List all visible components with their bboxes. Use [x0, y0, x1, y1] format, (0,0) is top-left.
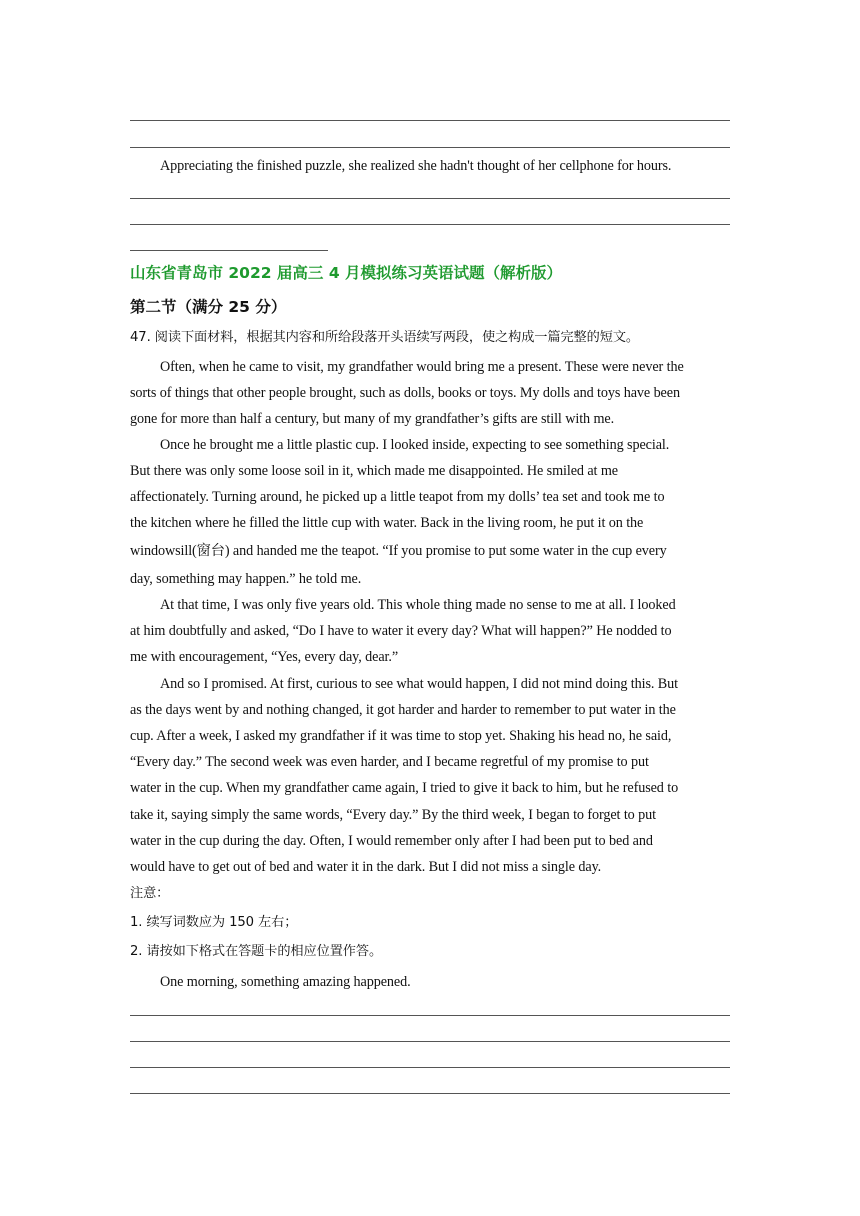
separator-line — [130, 250, 328, 251]
passage-line: affectionately. Turning around, he picked up a little teapot from my dolls’ tea set and took me to — [130, 489, 665, 505]
answer-line — [130, 120, 730, 121]
note-item: 2. 请按如下格式在答题卡的相应位置作答。 — [130, 944, 383, 959]
answer-line — [130, 1067, 730, 1068]
answer-line — [130, 224, 730, 225]
answer-line — [130, 198, 730, 199]
passage-line: day, something may happen.” he told me. — [130, 571, 362, 587]
prompt-line-top: Appreciating the finished puzzle, she realized she hadn't thought of her cellphone for hours. — [160, 158, 672, 174]
passage-line: At that time, I was only five years old. This whole thing made no sense to me at all. I looked — [160, 597, 676, 613]
passage-line: as the days went by and nothing changed, it got harder and harder to remember to put water in the — [130, 702, 676, 718]
question-instruction: 47. 阅读下面材料，根据其内容和所给段落开头语续写两段，使之构成一篇完整的短文。 — [130, 330, 639, 345]
passage-line: And so I promised. At first, curious to see what would happen, I did not mind doing this. But — [160, 676, 678, 692]
passage-line: But there was only some loose soil in it, which made me disappointed. He smiled at me — [130, 463, 618, 479]
prompt-line-bottom: One morning, something amazing happened. — [160, 974, 411, 990]
passage-line: Often, when he came to visit, my grandfather would bring me a present. These were never the — [160, 359, 684, 375]
passage-line: “Every day.” The second week was even harder, and I became regretful of my promise to put — [130, 754, 649, 770]
notes-label: 注意： — [130, 886, 170, 901]
section-heading: 第二节（满分 25 分） — [130, 298, 287, 316]
answer-line — [130, 147, 730, 148]
answer-line — [130, 1093, 730, 1094]
passage-line: at him doubtfully and asked, “Do I have to water it every day? What will happen?” He nodded to — [130, 623, 672, 639]
passage-line: water in the cup. When my grandfather came again, I tried to give it back to him, but he refused to — [130, 780, 679, 796]
answer-line — [130, 1041, 730, 1042]
passage-line: me with encouragement, “Yes, every day, dear.” — [130, 649, 399, 665]
passage-line: windowsill(窗台) and handed me the teapot. “If you promise to put some water in the cup every — [130, 543, 667, 559]
passage-line: the kitchen where he filled the little cup with water. Back in the living room, he put it on the — [130, 515, 644, 531]
passage-line: sorts of things that other people brought, such as dolls, books or toys. My dolls and toys have been — [130, 385, 680, 401]
document-page — [130, 0, 730, 1216]
passage-line: gone for more than half a century, but many of my grandfather’s gifts are still with me. — [130, 411, 615, 427]
answer-line — [130, 1015, 730, 1016]
document-title: 山东省青岛市 2022 届高三 4 月模拟练习英语试题（解析版） — [130, 264, 563, 282]
note-item: 1. 续写词数应为 150 左右； — [130, 915, 298, 930]
passage-line: water in the cup during the day. Often, I would remember only after I had been put to bed and — [130, 833, 653, 849]
passage-line: Once he brought me a little plastic cup. I looked inside, expecting to see something special. — [160, 437, 670, 453]
passage-line: cup. After a week, I asked my grandfather if it was time to stop yet. Shaking his head no, he said, — [130, 728, 672, 744]
passage-line: would have to get out of bed and water it in the dark. But I did not miss a single day. — [130, 859, 602, 875]
passage-line: take it, saying simply the same words, “Every day.” By the third week, I began to forget to put — [130, 807, 656, 823]
